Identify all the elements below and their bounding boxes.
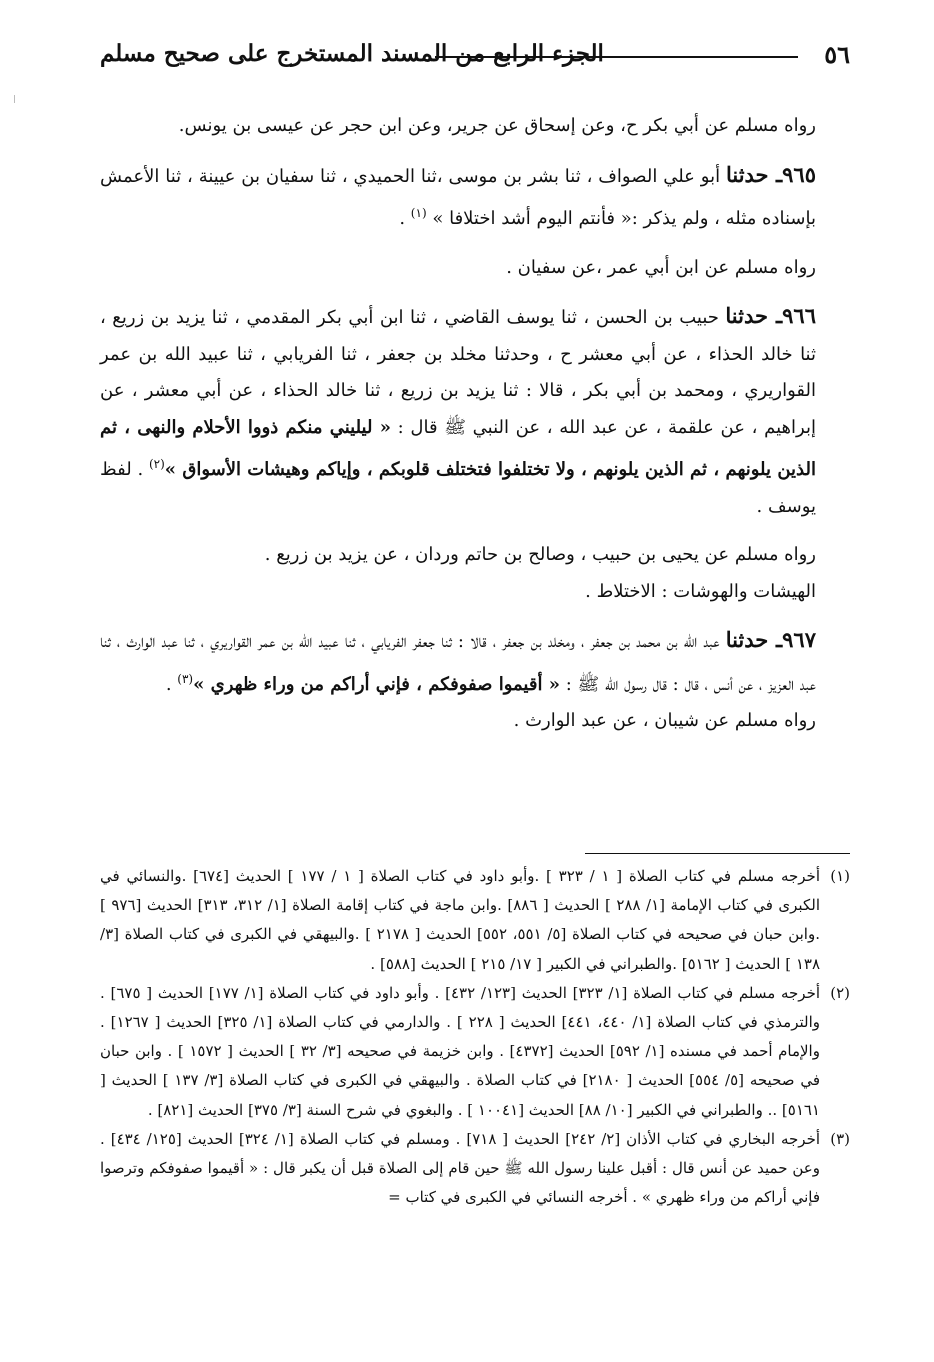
- footnote-ref: (٣): [177, 671, 194, 686]
- hadith-966: [100, 298, 850, 525]
- gloss-line: الهيشات والهوشات : الاختلاط .: [585, 580, 816, 602]
- footnote-text: أخرجه البخاري في كتاب الأذان [٢/ ٢٤٢] الحديث [ ٧١٨] . ومسلم في كتاب الصلاة [١/ ٣٢٤] الحديث [١٢٥/ ٤٣٤] . وعن حميد عن أنس قال : أقبل علينا رسول الله ﷺ حين قام إلى الصلاة قبل أن يكبر قال : « أقيموا صفوفكم وترصوا فإني أراكم من وراء ظهري » . أخرجه النسائي في الكبرى في كتاب =: [100, 1129, 821, 1207]
- hadith-965: [100, 157, 850, 238]
- hadith-number: ٩٦٥ـ حدثنا: [725, 161, 816, 187]
- margin-mark: [14, 95, 15, 103]
- main-text: [100, 108, 850, 740]
- running-title: الجزء الرابع من المسند المستخرج على صحيح مسلم: [100, 40, 604, 67]
- hadith-number: ٩٦٧ـ حدثنا: [725, 627, 816, 652]
- hadith-967: [100, 622, 850, 703]
- footnote-1: [100, 862, 850, 979]
- footnote-text: أخرجه مسلم في كتاب الصلاة [ ١ / ٣٢٣ ] .وأبو داود في كتاب الصلاة [ ١ / ١٧٧ ] الحديث [٦٧٤] .والنسائي في الكبرى في كتاب الإمامة [١/ ٢٨٨ ] الحديث [ ٨٨٦] .وابن ماجة في كتاب إقامة الصلاة [١/ ٣١٢، ٣١٣] الحديث [٩٧٦ ] .وابن حبان في صحيحه في كتاب الصلاة [٥/ ٥٥١، ٥٥٢] الحديث [ ٢١٧٨ ] .والبيهقي في الكبرى في كتاب الصلاة [٣/ ١٣٨ ] الحديث [ ٥١٦٢] .والطبراني في الكبير [ ١٧/ ٢١٥ ] الحديث [٥٨٨] .: [100, 867, 820, 973]
- riwaya-line: رواه مسلم عن شيبان ، عن عبد الوارث .: [513, 710, 816, 731]
- footnote-ref: (٢): [148, 457, 165, 471]
- hadith-matn: « ليليني منكم ذووا الأحلام والنهى ، ثم الذين يلونهم ، ثم الذين يلونهم ، ولا تختلفوا فتختلف قلوبكم ، وإياكم وهيشات الأسواق »: [100, 416, 816, 480]
- hadith-text: عبد الله بن محمد بن جعفر ، ومخلد بن جعفر ، قالا : ثنا جعفر الفريابي ، ثنا عبيد الله بن عمر القواريري ، ثنا عبد الوارث ، ثنا عبد العزيز ، عن أنس ، قال : قال رسول الله ﷺ :: [100, 631, 816, 695]
- riwaya-line: رواه مسلم عن يحيى بن حبيب ، وصالح بن حاتم وردان ، عن يزيد بن زريع .: [264, 544, 816, 565]
- footnote-ref: (١): [410, 206, 427, 220]
- footnote-3: [100, 1125, 850, 1213]
- running-header: [100, 36, 850, 80]
- hadith-text: أبو علي الصواف ، ثنا بشر بن موسى ،ثنا الحميدي ، ثنا سفيان بن عيينة ، ثنا الأعمش بإسناده مثله ، ولم يذكر :« فأنتم اليوم أشد اختلافا »: [100, 165, 816, 229]
- footnote-mark: (١): [830, 867, 850, 885]
- footnote-separator: [585, 853, 850, 854]
- riwaya-line: رواه مسلم عن ابن أبي عمر ،عن سفيان .: [506, 256, 816, 278]
- footnote-mark: (٢): [830, 983, 850, 1002]
- hadith-end: . لفظ يوسف .: [100, 459, 816, 517]
- hadith-number: ٩٦٦ـ حدثنا: [725, 303, 816, 328]
- footnote-mark: (٣): [830, 1129, 850, 1148]
- hadith-end: .: [399, 208, 411, 229]
- footnote-2: [100, 979, 850, 1125]
- hadith-end: .: [165, 673, 178, 695]
- footnotes: [100, 862, 850, 1212]
- riwaya-line: رواه مسلم عن أبي بكر ح، وعن إسحاق عن جرير، وعن ابن حجر عن عيسى بن يونس.: [178, 115, 816, 136]
- page-number: ٥٦: [824, 40, 850, 69]
- footnote-text: أخرجه مسلم في كتاب الصلاة [١/ ٣٢٣] الحديث [١٢٣/ ٤٣٢] . وأبو داود في كتاب الصلاة [١/ ١٧٧] الحديث [ ٦٧٥] . والترمذي في كتاب الصلاة [١/ ٤٤٠، ٤٤١] الحديث [ ٢٢٨ ] . والدارمي في كتاب الصلاة [١/ ٣٢٥] الحديث [ ١٢٦٧] . والإمام أحمد في مسنده [١/ ٥٩٢] الحديث [٤٣٧٢] . وابن خزيمة في صحيحه [٣/ ٣٢ ] الحديث [ ١٥٧٢ ] . وابن حبان في صحيحه [٥/ ٥٥٤] الحديث [ ٢١٨٠] في كتاب الصلاة . والبيهقي في الكبرى في كتاب الصلاة [٣/ ١٣٧ ] الحديث [ ٥١٦١] .. والطبراني في الكبير [١٠/ ٨٨] الحديث [١٠٠٤١ ] . والبغوي في شرح السنة [٣/ ٣٧٥] الحديث [٨٢١] .: [100, 983, 821, 1119]
- hadith-matn: « أقيموا صفوفكم ، فإني أراكم من وراء ظهري »: [193, 673, 560, 695]
- hadith-text: حبيب بن الحسن ، ثنا يوسف القاضي ، ثنا ابن أبي بكر المقدمي ، ثنا يزيد بن زريع ، ثنا خالد الحذاء ، عن أبي معشر ح ، وحدثنا مخلد بن جعفر ، ثنا الفريابي ، ثنا عبيد الله بن عمر القواريري ، ومحمد بن أبي بكر ، قالا : ثنا يزيد بن زريع ، ثنا خالد الحذاء ، عن أبي معشر ، عن إبراهيم ، عن علقمة ، عن عبد الله ، عن النبي ﷺ قال :: [100, 307, 816, 438]
- book-page: [100, 0, 850, 1362]
